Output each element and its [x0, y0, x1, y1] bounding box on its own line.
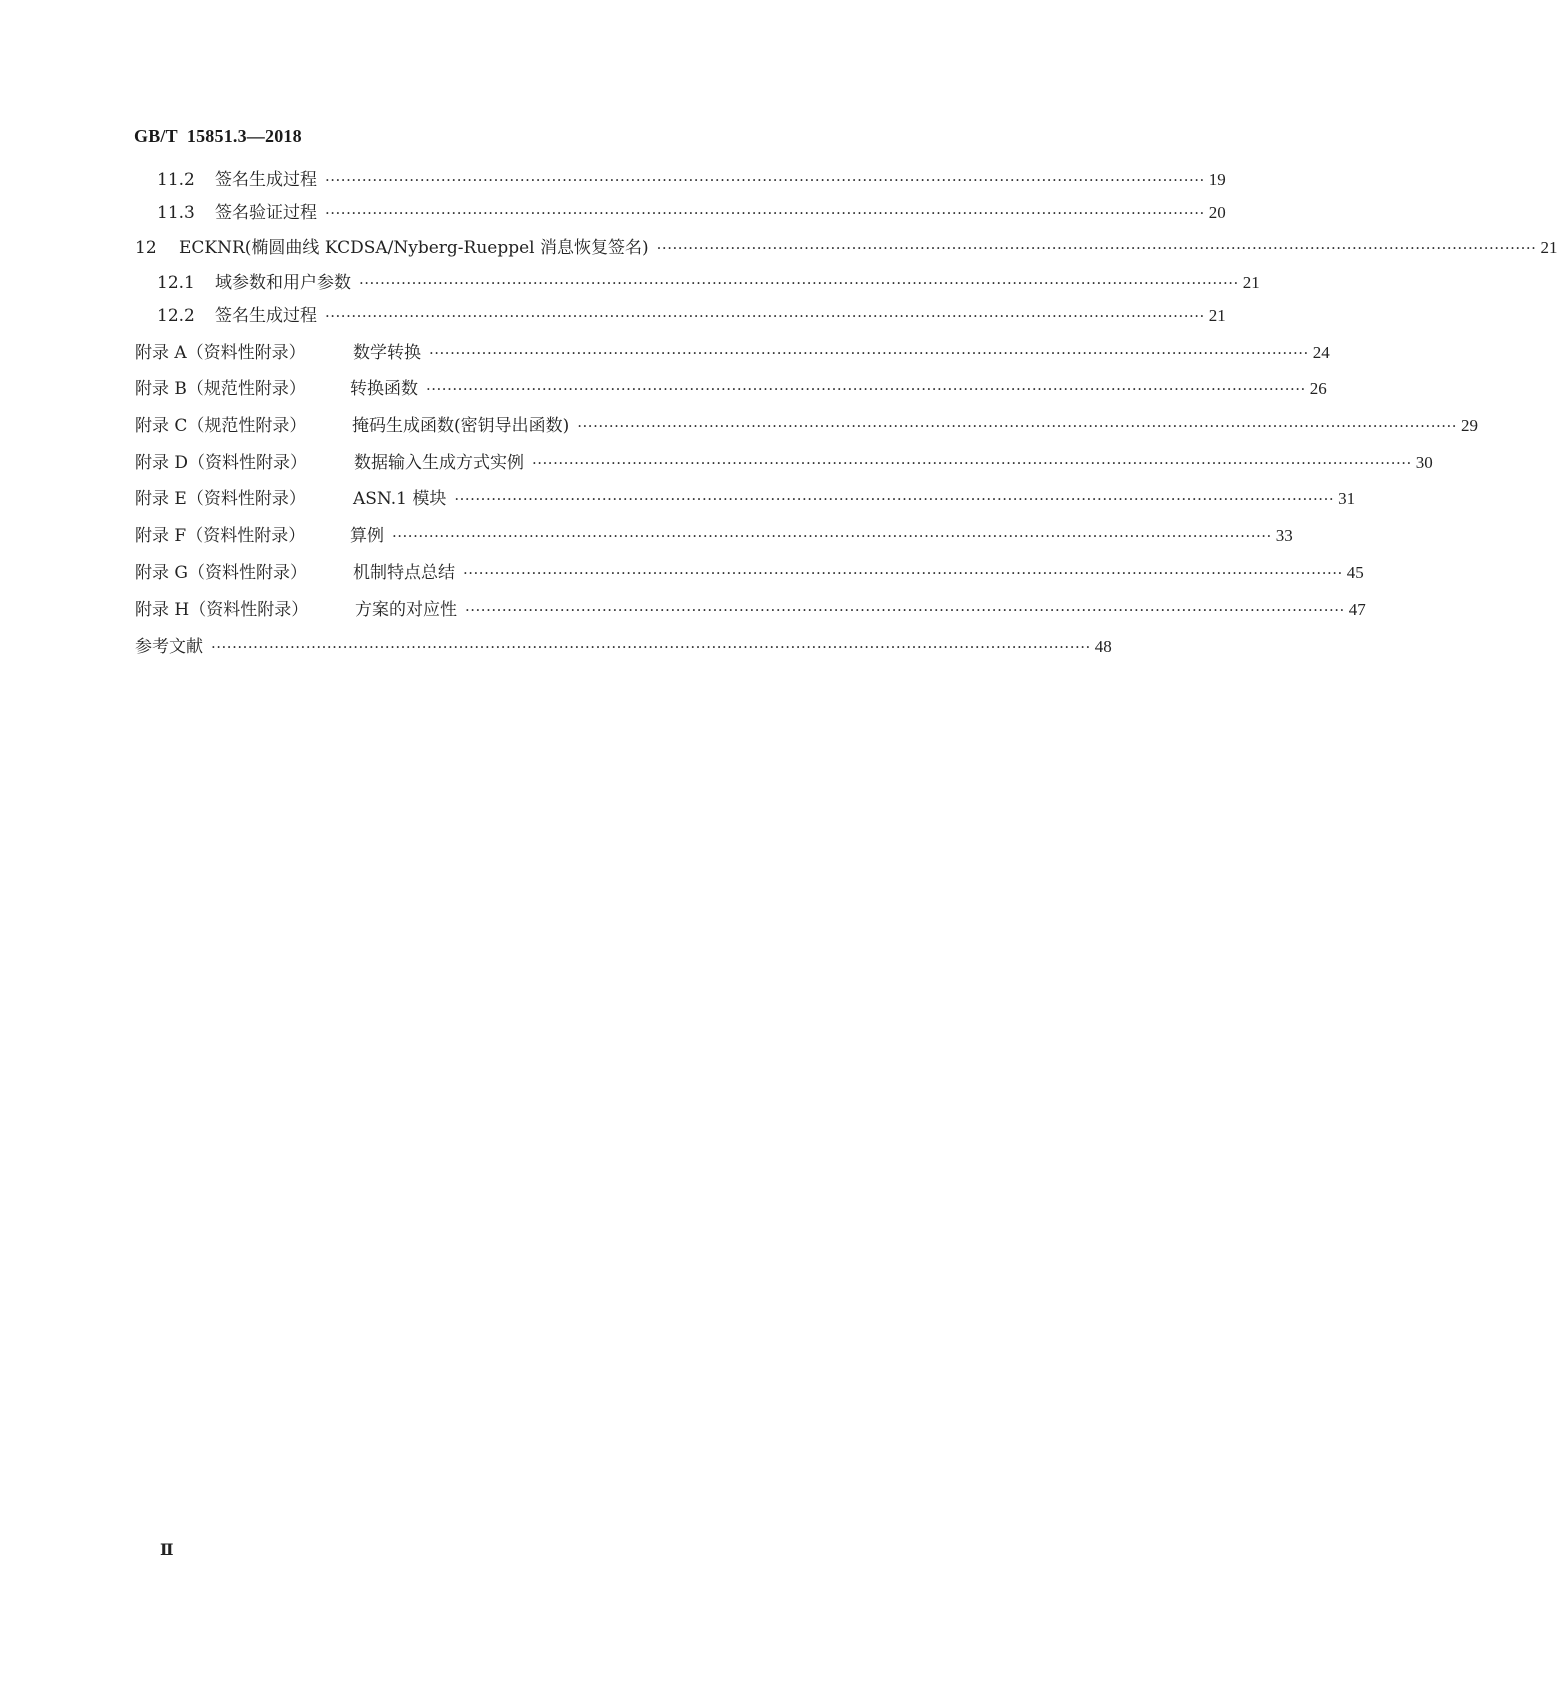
toc-entry-title: 方案的对应性: [355, 600, 457, 620]
toc-entry-page: 30: [1415, 453, 1433, 472]
toc-leader-dots: ·······································································································································································: [429, 344, 1309, 362]
toc-leader-dots: ·······································································································································································: [656, 239, 1537, 257]
toc-entry-title: 参考文献: [135, 637, 203, 657]
toc-entry-annex-d[interactable]: [135, 451, 1433, 475]
toc-leader-dots: ·······································································································································································: [211, 638, 1091, 656]
toc-entry-annex-g[interactable]: [135, 561, 1364, 585]
toc-leader-dots: ·······································································································································································: [463, 564, 1343, 582]
toc-leader-dots: ·······································································································································································: [577, 417, 1458, 435]
toc-leader-dots: ·······································································································································································: [325, 307, 1205, 325]
toc-entry-12-2[interactable]: [157, 304, 1226, 328]
toc-entry-annex-a[interactable]: [135, 341, 1330, 365]
toc-entry-annex-b[interactable]: [135, 377, 1327, 401]
toc-entry-11-3[interactable]: [157, 201, 1226, 225]
toc-leader-dots: ·······································································································································································: [454, 490, 1335, 508]
toc-entry-page: 21: [1208, 306, 1226, 325]
toc-entry-page: 26: [1309, 379, 1327, 398]
toc-entry-12[interactable]: [135, 236, 1558, 260]
toc-entry-number: 附录 G（资料性附录）: [135, 563, 307, 583]
toc-entry-page: 29: [1461, 416, 1479, 435]
standard-code-header: GB/T 15851.3—2018: [134, 126, 302, 146]
toc-entry-annex-h[interactable]: [135, 598, 1366, 622]
toc-entry-title: 转换函数: [350, 379, 418, 399]
toc-entry-title: 数据输入生成方式实例: [354, 453, 524, 473]
toc-entry-number: 12: [135, 238, 157, 258]
toc-leader-dots: ·······································································································································································: [426, 380, 1306, 398]
toc-entry-number: 附录 H（资料性附录）: [135, 600, 309, 620]
toc-entry-page: 24: [1312, 343, 1330, 362]
toc-leader-dots: ·······································································································································································: [325, 204, 1205, 222]
toc-entry-title: ASN.1 模块: [353, 489, 447, 509]
toc-entry-page: 45: [1346, 563, 1364, 582]
toc-entry-number: 附录 B（规范性附录）: [135, 379, 306, 399]
toc-entry-number: 附录 C（规范性附录）: [135, 416, 307, 436]
toc-entry-number: 11.2: [157, 170, 195, 190]
toc-entry-number: 附录 F（资料性附录）: [135, 526, 306, 546]
toc-entry-title: 签名生成过程: [215, 170, 317, 190]
toc-entry-page: 20: [1208, 203, 1226, 222]
toc-entry-title: 域参数和用户参数: [215, 273, 351, 293]
toc-entry-title: 掩码生成函数(密钥导出函数): [352, 416, 570, 436]
toc-entry-number: 附录 E（资料性附录）: [135, 489, 306, 509]
toc-entry-page: 47: [1348, 600, 1366, 619]
toc-entry-page: 19: [1208, 170, 1226, 189]
toc-entry-number: 12.2: [157, 306, 195, 326]
toc-entry-number: 附录 A（资料性附录）: [135, 343, 306, 363]
toc-entry-number: 12.1: [157, 273, 195, 293]
toc-leader-dots: ·······································································································································································: [325, 171, 1205, 189]
toc-entry-page: 21: [1540, 238, 1558, 257]
toc-entry-bibliography[interactable]: [135, 635, 1112, 659]
toc-entry-11-2[interactable]: [157, 168, 1226, 192]
toc-entry-title: 数学转换: [353, 343, 421, 363]
toc-entry-12-1[interactable]: [157, 271, 1260, 295]
toc-entry-page: 33: [1275, 526, 1293, 545]
toc-entry-annex-e[interactable]: [135, 487, 1356, 511]
toc-entry-page: 48: [1094, 637, 1112, 656]
toc-entry-annex-f[interactable]: [135, 524, 1293, 548]
toc-entry-number: 11.3: [157, 203, 195, 223]
toc-entry-title: 算例: [350, 526, 384, 546]
toc-leader-dots: ·······································································································································································: [359, 274, 1239, 292]
toc-entry-page: 21: [1242, 273, 1260, 292]
toc-entry-page: 31: [1338, 489, 1356, 508]
toc-entry-title: 机制特点总结: [353, 563, 455, 583]
toc-leader-dots: ·······································································································································································: [392, 527, 1272, 545]
toc-leader-dots: ·······································································································································································: [532, 454, 1412, 472]
toc-entry-number: 附录 D（资料性附录）: [135, 453, 308, 473]
toc-entry-title: ECKNR(椭圆曲线 KCDSA/Nyberg-Rueppel 消息恢复签名): [179, 238, 649, 258]
toc-entry-title: 签名生成过程: [215, 306, 317, 326]
toc-leader-dots: ·······································································································································································: [465, 601, 1345, 619]
toc-entry-annex-c[interactable]: [135, 414, 1479, 438]
page-number: Ⅱ: [160, 1542, 174, 1559]
toc-entry-title: 签名验证过程: [215, 203, 317, 223]
